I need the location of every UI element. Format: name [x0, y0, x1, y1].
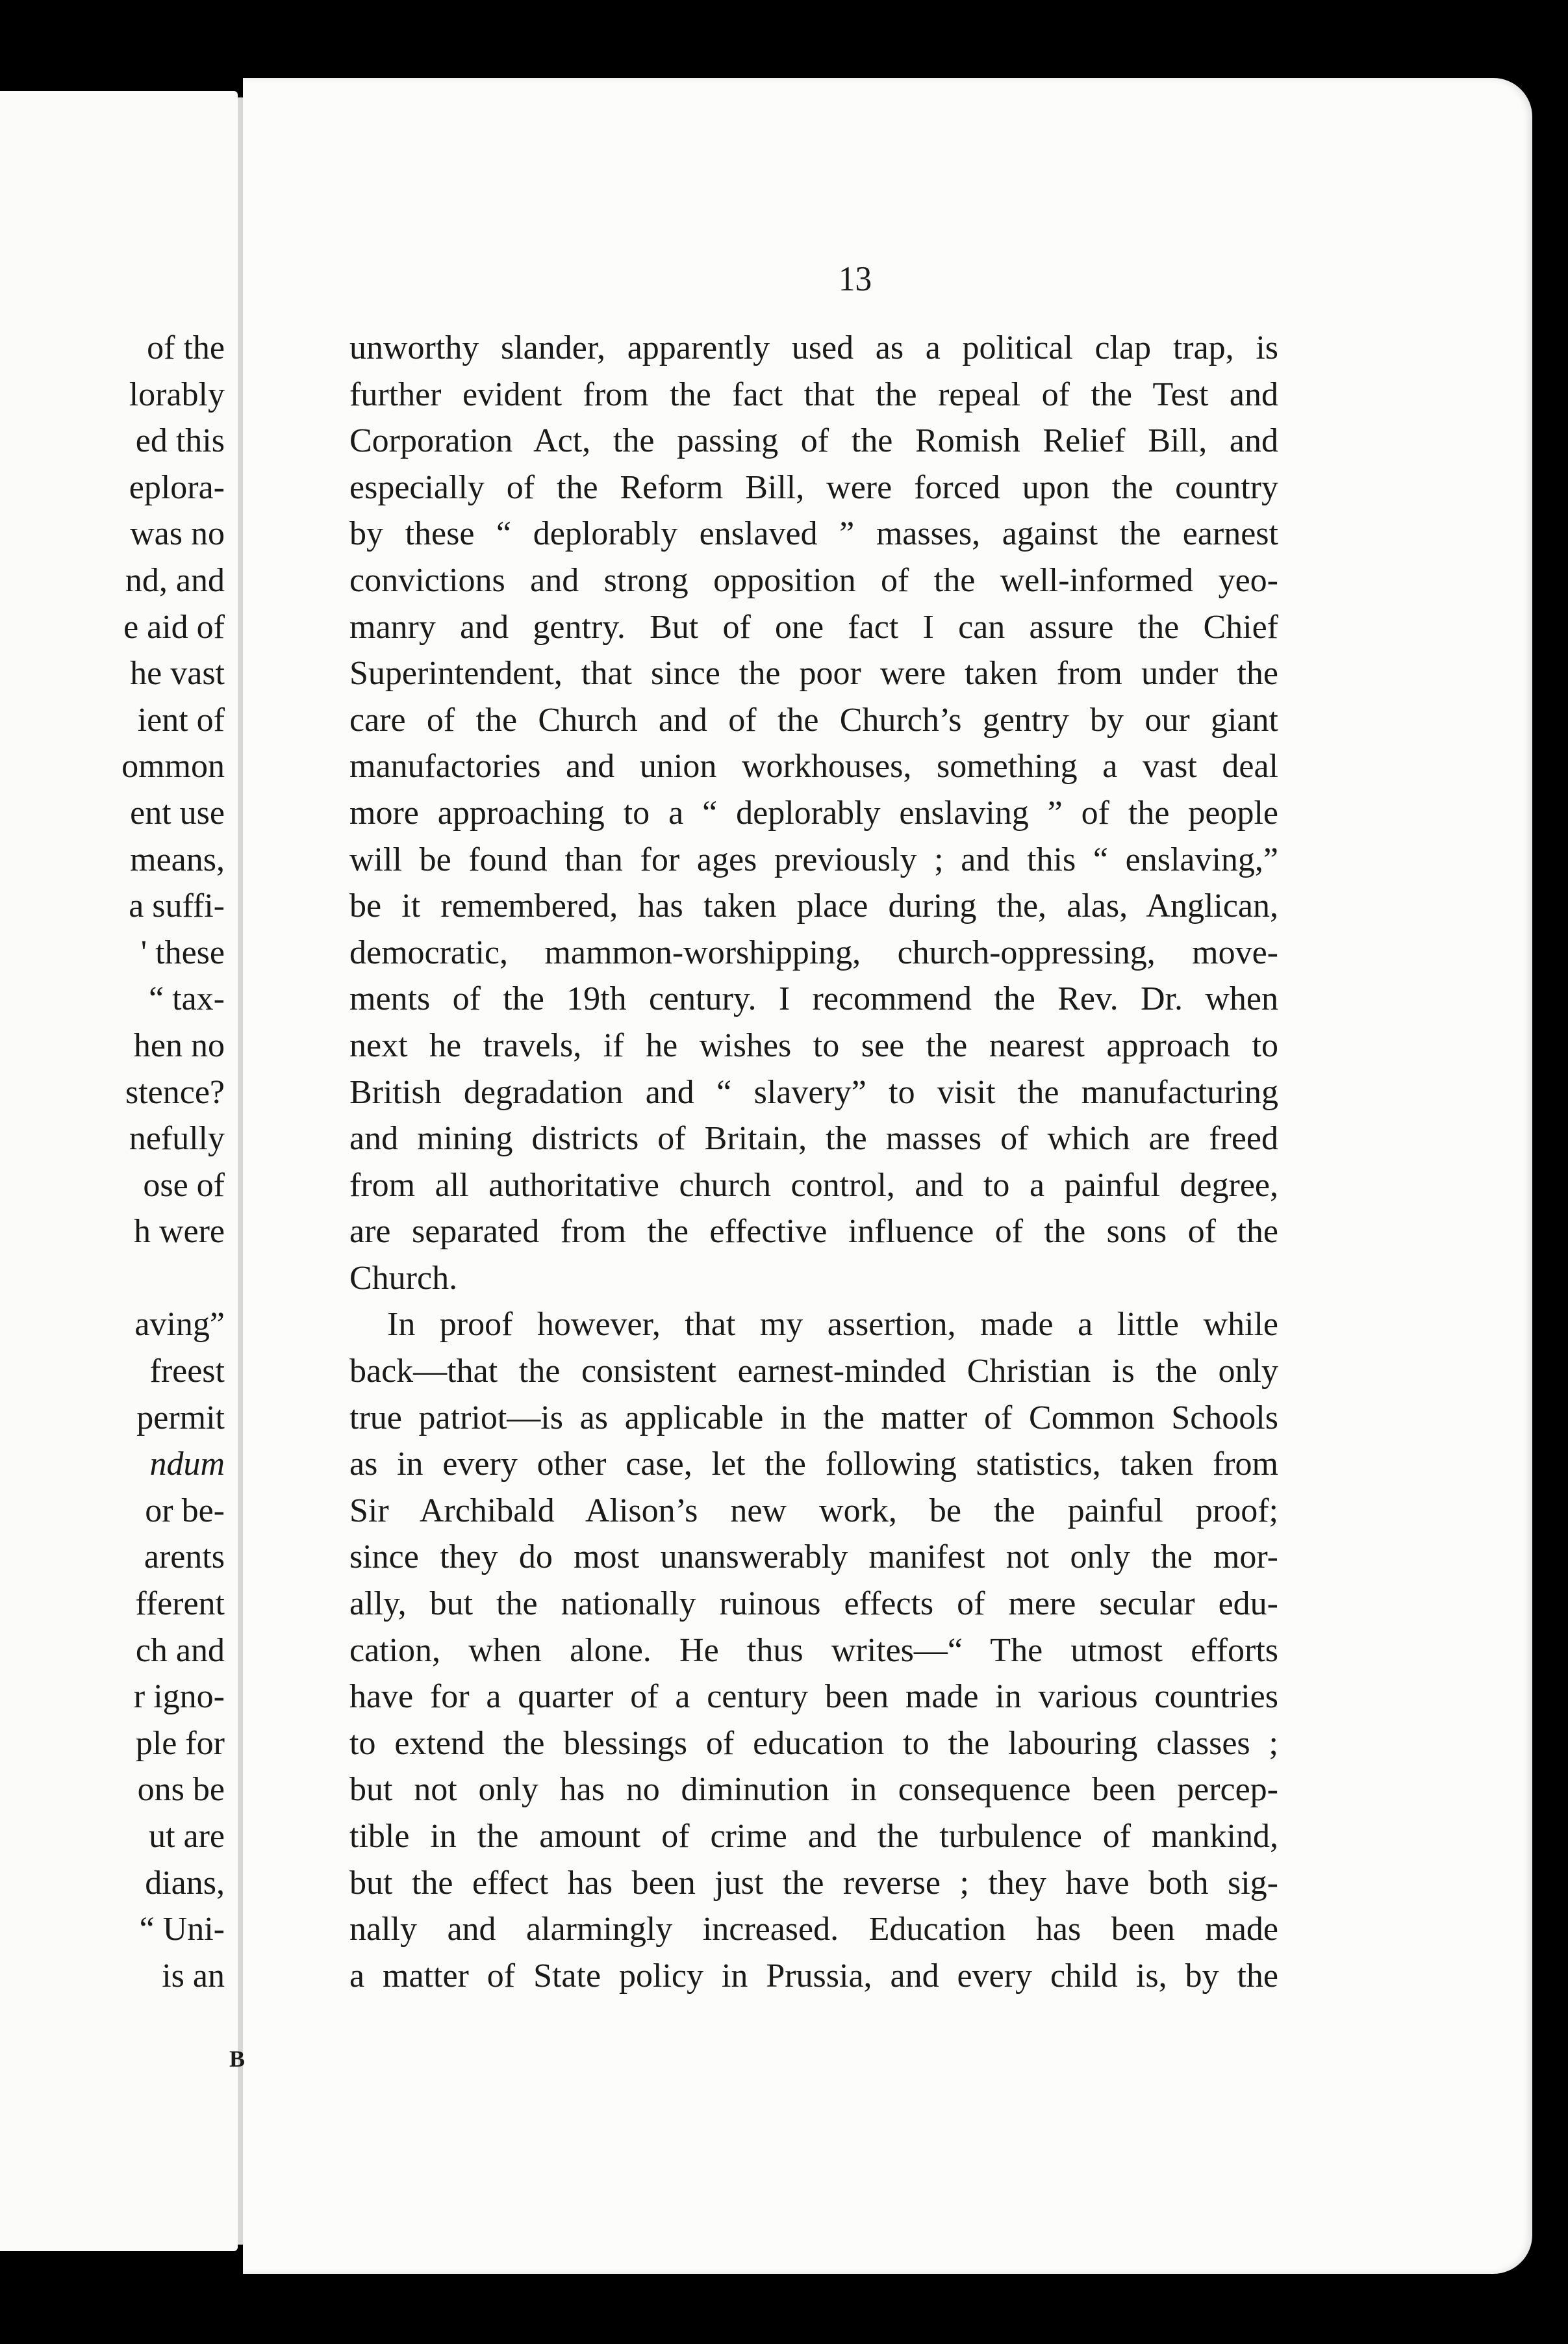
left-fragment: means, [130, 841, 225, 878]
text-line: back—that the consistent earnest-minded Christian is the only [349, 1353, 1278, 1390]
page-number: 13 [838, 259, 872, 298]
left-fragment: permit [136, 1399, 225, 1436]
left-fragment: e aid of [123, 608, 225, 646]
left-fragment: ndum [149, 1446, 225, 1483]
text-line: especially of the Reform Bill, were forced upon the country [349, 468, 1278, 506]
left-fragment: fferent [135, 1585, 225, 1623]
text-line: Superintendent, that since the poor were taken from under the [349, 655, 1278, 693]
left-fragment: ose of [143, 1166, 225, 1204]
left-fragment: eplora- [129, 468, 225, 506]
left-fragment: he vast [130, 655, 225, 693]
text-line: from all authoritative church control, and to a painful degree, [349, 1166, 1278, 1204]
left-fragment: freest [149, 1353, 225, 1390]
text-line: be it remembered, has taken place during the, alas, Anglican, [349, 887, 1278, 925]
left-fragment: ch and [135, 1631, 225, 1669]
left-fragment: of the [147, 329, 225, 366]
text-line: ally, but the nationally ruinous effects of mere secular edu- [349, 1585, 1278, 1623]
text-line: by these “ deplorably enslaved ” masses, against the earnest [349, 515, 1278, 553]
left-fragment: dians, [145, 1864, 225, 1902]
left-fragment: a suffi- [129, 887, 225, 925]
text-line: British degradation and “ slavery” to visit the manufacturing [349, 1073, 1278, 1111]
text-line: have for a quarter of a century been made in various countries [349, 1678, 1278, 1716]
text-line: but not only has no diminution in consequence been percep- [349, 1771, 1278, 1809]
left-fragment: ent use [130, 794, 225, 832]
text-line: Sir Archibald Alison’s new work, be the painful proof; [349, 1492, 1278, 1529]
text-line: are separated from the effective influence of the sons of the [349, 1213, 1278, 1251]
text-line: since they do most unanswerably manifest not only the mor- [349, 1538, 1278, 1576]
left-fragment: ient of [137, 701, 225, 739]
text-line: a matter of State policy in Prussia, and every child is, by the [349, 1957, 1278, 1994]
left-fragment: stence? [125, 1073, 225, 1111]
text-line: democratic, mammon-worshipping, church-oppressing, move- [349, 934, 1278, 971]
text-line: as in every other case, let the following statistics, taken from [349, 1446, 1278, 1483]
left-page [0, 91, 238, 2251]
text-line: further evident from the fact that the repeal of the Test and [349, 376, 1278, 413]
left-fragment: ple for [135, 1724, 225, 1762]
left-fragment: ons be [137, 1771, 225, 1809]
left-fragment: nd, and [125, 561, 225, 599]
text-line: cation, when alone. He thus writes—“ The utmost efforts [349, 1631, 1278, 1669]
text-line: convictions and strong opposition of the well-informed yeo- [349, 561, 1278, 599]
text-line: In proof however, that my assertion, made a little while [387, 1306, 1278, 1344]
text-line: next he travels, if he wishes to see the nearest approach to [349, 1026, 1278, 1064]
left-fragment: ommon [121, 748, 225, 785]
text-line: to extend the blessings of education to the labouring classes ; [349, 1724, 1278, 1762]
left-page-text [4, 325, 225, 1999]
text-line: but the effect has been just the reverse ; they have both sig- [349, 1864, 1278, 1902]
left-fragment: h were [133, 1213, 225, 1251]
left-fragment: hen no [133, 1026, 225, 1064]
text-line: ments of the 19th century. I recommend the Rev. Dr. when [349, 980, 1278, 1018]
left-fragment: aving” [134, 1306, 225, 1344]
left-fragment: r igno- [133, 1678, 225, 1716]
text-line: care of the Church and of the Church’s gentry by our giant [349, 701, 1278, 739]
left-fragment: ed this [135, 422, 225, 460]
body-text [349, 325, 1278, 1999]
left-fragment: was no [130, 515, 225, 553]
left-fragment: nefully [129, 1120, 225, 1158]
text-line: nally and alarmingly increased. Education has been made [349, 1911, 1278, 1948]
left-fragment: ut are [149, 1818, 225, 1855]
book-gutter [238, 97, 243, 2245]
text-line: Church. [349, 1259, 458, 1297]
text-line: manufactories and union workhouses, something a vast deal [349, 748, 1278, 785]
left-fragment: lorably [129, 376, 225, 413]
left-fragment: “ Uni- [139, 1911, 225, 1948]
left-fragment: “ tax- [149, 980, 225, 1018]
text-line: and mining districts of Britain, the masses of which are freed [349, 1120, 1278, 1158]
right-page [243, 78, 1532, 2274]
text-line: true patriot—is as applicable in the matter of Common Schools [349, 1399, 1278, 1436]
left-fragment: is an [162, 1957, 225, 1994]
text-line: tible in the amount of crime and the turbulence of mankind, [349, 1818, 1278, 1855]
text-line: will be found than for ages previously ; and this “ enslaving,” [349, 841, 1278, 878]
left-fragment: arents [144, 1538, 225, 1576]
text-line: manry and gentry. But of one fact I can assure the Chief [349, 608, 1278, 646]
left-fragment: or be- [145, 1492, 225, 1529]
text-line: more approaching to a “ deplorably enslaving ” of the people [349, 794, 1278, 832]
signature-mark: B [229, 2046, 246, 2072]
left-fragment [4, 1255, 225, 1302]
left-fragment: ' these [140, 934, 225, 971]
text-line: Corporation Act, the passing of the Romish Relief Bill, and [349, 422, 1278, 460]
text-line: unworthy slander, apparently used as a political clap trap, is [349, 329, 1278, 366]
